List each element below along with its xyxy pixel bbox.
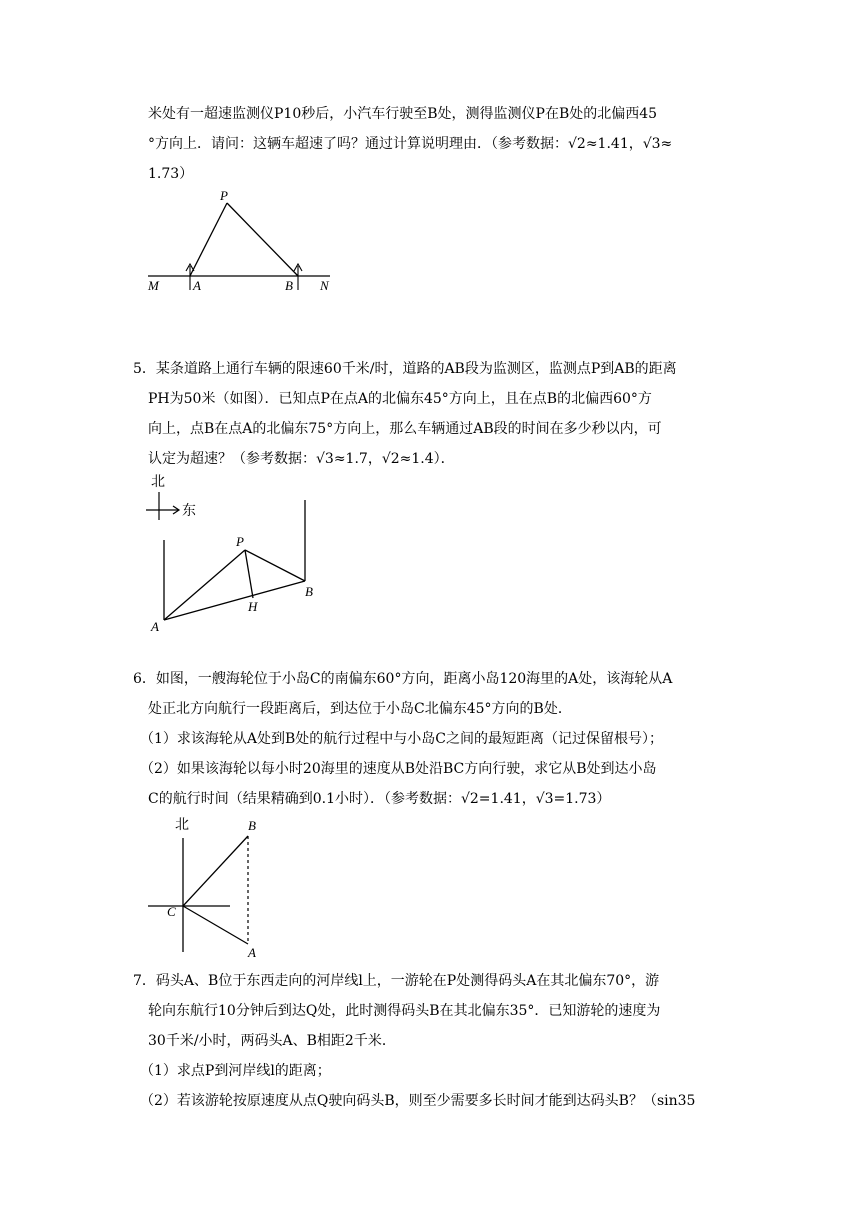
- problem4-figure: [140, 186, 350, 296]
- label-north: 北: [151, 474, 165, 490]
- problem7-line3: 30千米/小时，两码头A、B相距2千米．: [148, 1033, 396, 1049]
- problem5-line4: 认定为超速？（参考数据：√3≈1.7，√2≈1.4）．: [148, 451, 455, 467]
- problem5-figure: [140, 470, 340, 638]
- problem4-line2: °方向上．请问：这辆车超速了吗？通过计算说明理由．（参考数据：√2≈1.41，√3≈: [148, 136, 673, 152]
- label-M: M: [148, 278, 159, 293]
- problem7-line2: 轮向东航行10分钟后到达Q处，此时测得码头B在其北偏东35°．已知游轮的速度为: [148, 1003, 661, 1019]
- label-east: 东: [182, 503, 196, 519]
- problem5-line3: 向上，点B在点A的北偏东75°方向上，那么车辆通过AB段的时间在多少秒以内，可: [148, 421, 662, 437]
- problem5-number: 5．: [133, 361, 156, 377]
- label-B: B: [305, 584, 313, 599]
- problem7-number: 7．: [133, 973, 156, 989]
- problem7-part2: （2）若该游轮按原速度从点Q驶向码头B，则至少需要多长时间才能到达码头B？（sin35: [140, 1093, 696, 1109]
- label-B: B: [285, 278, 293, 293]
- problem5-line1: 5．某条道路上通行车辆的限速60千米/时，道路的AB段为监测区，监测点P到AB的距离: [133, 361, 677, 377]
- problem6-line1: 6．如图，一艘海轮位于小岛C的南偏东60°方向，距离小岛120海里的A处，该海轮从A: [133, 671, 673, 687]
- problem7-line1: 7．码头A、B位于东西走向的河岸线l上，一游轮在P处测得码头A在其北偏东70°，游: [133, 973, 660, 989]
- problem5-line2: PH为50米（如图）．已知点P在点A的北偏东45°方向上，且在点B的北偏西60°方: [148, 391, 652, 407]
- problem4-line1: 米处有一超速监测仪P10秒后，小汽车行驶至B处，测得监测仪P在B处的北偏西45: [148, 106, 658, 122]
- problem6-figure: [140, 812, 280, 960]
- problem6-part1: （1）求该海轮从A处到B处的航行过程中与小岛C之间的最短距离（记过保留根号）；: [140, 731, 664, 747]
- label-P: P: [236, 534, 244, 549]
- label-C: C: [167, 904, 176, 919]
- problem4-line3: 1.73）: [148, 166, 194, 182]
- problem6-part2-line1: （2）如果该海轮以每小时20海里的速度从B处沿BC方向行驶，求它从B处到达小岛: [140, 761, 657, 777]
- problem7-part1: （1）求点P到河岸线l的距离；: [140, 1063, 331, 1079]
- label-H: H: [248, 599, 258, 614]
- problem6-line2: 处正北方向航行一段距离后，到达位于小岛C北偏东45°方向的B处．: [148, 701, 572, 717]
- label-N: N: [320, 278, 329, 293]
- label-A: A: [193, 278, 201, 293]
- problem6-number: 6．: [133, 671, 156, 687]
- label-A: A: [248, 945, 256, 960]
- problem6-part2-line2: C的航行时间（结果精确到0.1小时）．（参考数据：√2=1.41，√3=1.73）: [148, 791, 611, 807]
- label-north: 北: [175, 817, 189, 833]
- label-P: P: [220, 188, 228, 203]
- label-B: B: [248, 818, 256, 833]
- label-A: A: [151, 619, 159, 634]
